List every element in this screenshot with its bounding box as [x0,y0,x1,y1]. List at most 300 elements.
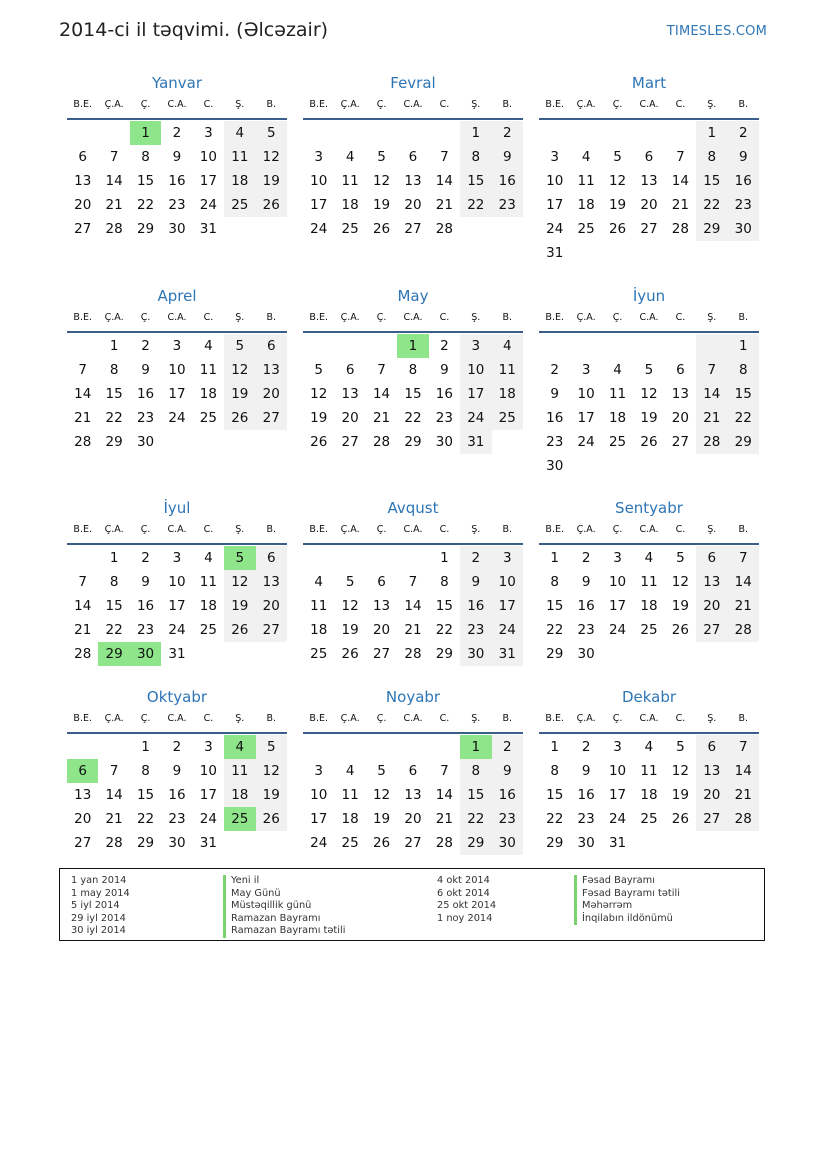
day-cell: 21 [105,197,123,213]
weekday-label: Ş. [471,99,481,110]
weekday-label: C.A. [639,312,659,323]
weekday-label: B.E. [545,99,564,110]
day-cell: 7 [109,763,119,779]
day-cell: 22 [546,811,564,827]
day-cell: 2 [492,735,523,759]
day-cell: 23 [577,811,595,827]
day-cell: 13 [341,386,359,402]
day-cell: 13 [256,570,287,594]
day-cell: 25 [199,622,217,638]
day-cell: 9 [172,763,182,779]
legend-holiday-date: 1 yan 2014 [71,875,127,886]
month-name: Noyabr [385,688,441,706]
holiday-day-cell: 4 [224,735,255,759]
day-cell: 8 [550,763,559,779]
day-cell: 10 [577,386,595,402]
day-cell: 28 [105,835,123,851]
day-cell: 26 [640,434,658,450]
weekday-label: B.E. [73,312,92,323]
day-cell: 12 [256,145,287,169]
day-cell: 9 [172,149,182,165]
day-cell: 25 [224,193,255,217]
day-cell: 14 [696,382,727,406]
weekday-label: Ş. [707,99,717,110]
day-cell: 27 [74,835,92,851]
day-cell: 18 [577,197,595,213]
day-cell: 19 [256,783,287,807]
day-cell: 23 [168,197,186,213]
weekday-label: Ç.A. [576,524,596,535]
empty-day-cell [334,546,365,570]
day-cell: 5 [256,735,287,759]
day-cell: 11 [199,362,217,378]
day-cell: 11 [224,759,255,783]
weekday-label: B.E. [73,524,92,535]
day-cell: 11 [341,787,359,803]
day-cell: 27 [341,434,359,450]
weekday-label: B. [738,312,749,323]
holiday-day-cell: 1 [460,735,491,759]
day-cell: 5 [377,149,386,165]
day-cell: 9 [492,759,523,783]
day-cell: 16 [168,787,186,803]
day-cell: 17 [168,598,186,614]
day-cell: 16 [728,169,759,193]
weekday-label: Ç.A. [340,524,360,535]
day-cell: 28 [728,807,759,831]
day-cell: 13 [404,173,422,189]
day-cell: 19 [372,811,391,827]
legend-holiday-date: 4 okt 2014 [437,875,490,886]
legend-holiday-name: Məhərrəm [574,900,680,913]
day-cell: 8 [696,145,727,169]
day-cell: 13 [256,358,287,382]
empty-day-cell [334,735,365,759]
day-cell: 5 [256,121,287,145]
empty-day-cell [602,121,633,145]
day-cell: 20 [696,594,727,618]
weekday-label: Ç. [140,524,151,535]
empty-day-cell [303,735,334,759]
weekday-label: Ç. [376,312,387,323]
day-cell: 15 [105,386,123,402]
day-cell: 22 [435,622,453,638]
day-cell: 14 [372,386,391,402]
day-cell: 29 [546,835,564,851]
day-grid [303,334,523,454]
day-cell: 27 [372,646,391,662]
day-cell: 17 [310,197,328,213]
day-cell: 19 [341,622,359,638]
day-cell: 10 [168,574,186,590]
day-cell: 27 [404,835,422,851]
day-cell: 26 [310,434,328,450]
day-cell: 8 [728,358,759,382]
day-cell: 20 [372,622,391,638]
day-cell: 31 [608,835,627,851]
day-cell: 16 [460,594,491,618]
month-name: Dekabr [621,688,677,706]
day-cell: 23 [435,410,453,426]
day-cell: 2 [492,121,523,145]
day-cell: 10 [608,574,627,590]
month-block [303,74,523,241]
day-cell: 15 [696,169,727,193]
day-cell: 18 [640,787,658,803]
day-cell: 4 [492,334,523,358]
legend-holiday-date: 30 iyl 2014 [71,925,126,937]
weekday-label: Ç.A. [340,312,360,323]
empty-day-cell [665,334,696,358]
weekday-label: C.A. [403,713,423,724]
weekday-header [539,521,759,545]
weekday-label: Ç. [140,99,151,110]
empty-day-cell [98,735,129,759]
weekday-label: B. [738,99,749,110]
day-cell: 28 [435,835,453,851]
day-cell: 15 [460,169,491,193]
day-cell: 14 [404,598,422,614]
day-cell: 18 [224,169,255,193]
day-grid [67,735,287,855]
day-cell: 3 [172,550,182,566]
weekday-label: B. [502,524,513,535]
day-cell: 14 [74,598,92,614]
day-cell: 12 [671,763,689,779]
weekday-label: Ş. [471,312,481,323]
weekday-label: C.A. [403,312,423,323]
day-cell: 2 [550,362,559,378]
weekday-label: Ç. [612,713,623,724]
day-cell: 10 [608,763,627,779]
day-cell: 22 [105,410,123,426]
weekday-header [539,96,759,120]
month-block [67,688,287,855]
day-cell: 23 [728,193,759,217]
day-cell: 1 [460,121,491,145]
day-cell: 6 [676,362,685,378]
day-cell: 29 [404,434,422,450]
day-cell: 30 [577,835,595,851]
day-cell: 25 [492,406,523,430]
weekday-label: Ş. [235,713,245,724]
day-cell: 12 [224,358,255,382]
day-cell: 22 [546,622,564,638]
weekday-header [303,96,523,120]
day-cell: 7 [408,574,418,590]
day-cell: 3 [172,338,182,354]
weekday-label: C.A. [167,312,187,323]
day-cell: 19 [256,169,287,193]
weekday-label: C. [439,713,450,724]
day-cell: 14 [105,787,123,803]
day-cell: 25 [577,221,595,237]
day-cell: 13 [74,173,92,189]
day-cell: 27 [74,221,92,237]
day-cell: 31 [492,642,523,666]
weekday-label: Ş. [707,713,717,724]
day-cell: 31 [168,646,186,662]
day-cell: 19 [671,598,689,614]
weekday-label: Ş. [235,312,245,323]
weekday-label: C.A. [639,713,659,724]
day-cell: 12 [671,574,689,590]
weekday-label: C. [675,99,686,110]
day-cell: 27 [256,618,287,642]
day-cell: 7 [676,149,685,165]
day-cell: 21 [435,197,453,213]
weekday-header [539,710,759,734]
day-cell: 11 [224,145,255,169]
month-name: İyun [632,287,666,305]
day-cell: 16 [492,783,523,807]
day-grid [303,121,523,241]
day-cell: 15 [435,598,453,614]
day-cell: 24 [310,221,328,237]
day-cell: 3 [492,546,523,570]
day-cell: 26 [341,646,359,662]
day-cell: 5 [377,763,386,779]
day-cell: 13 [671,386,689,402]
day-cell: 30 [435,434,453,450]
day-cell: 17 [199,173,217,189]
day-cell: 13 [696,570,727,594]
weekday-label: C. [439,312,450,323]
day-cell: 18 [341,811,359,827]
day-cell: 13 [404,787,422,803]
empty-day-cell [334,334,365,358]
month-block [303,287,523,454]
day-cell: 21 [74,410,92,426]
day-cell: 18 [492,382,523,406]
day-cell: 21 [372,410,391,426]
day-cell: 17 [310,811,328,827]
weekday-label: Ç. [612,524,623,535]
day-cell: 2 [141,550,150,566]
day-cell: 20 [640,197,658,213]
holiday-day-cell: 1 [130,121,161,145]
day-cell: 11 [310,598,328,614]
day-cell: 26 [256,807,287,831]
site-brand-link[interactable]: TIMESLES.COM [666,24,767,39]
day-cell: 20 [404,197,422,213]
day-cell: 2 [581,739,591,755]
day-cell: 26 [671,811,689,827]
day-cell: 23 [136,622,155,638]
legend-holiday-date: 25 okt 2014 [437,900,497,912]
holiday-day-cell: 25 [224,807,255,831]
day-cell: 27 [256,406,287,430]
day-cell: 19 [224,382,255,406]
day-cell: 12 [608,173,627,189]
day-cell: 24 [546,221,564,237]
weekday-label: Ç.A. [576,312,596,323]
legend-left-dates [71,875,130,938]
weekday-header [67,710,287,734]
weekday-label: C.A. [167,99,187,110]
day-cell: 3 [204,739,213,755]
day-cell: 24 [168,410,186,426]
day-cell: 20 [74,197,92,213]
month-block [67,287,287,454]
day-cell: 20 [74,811,92,827]
weekday-label: B.E. [545,524,564,535]
empty-day-cell [570,334,601,358]
day-cell: 12 [640,386,658,402]
day-cell: 3 [550,149,559,165]
weekday-header [303,710,523,734]
holiday-day-cell: 1 [397,334,428,358]
legend-holiday-name: Ramazan Bayramı tətili [223,925,345,938]
month-name: Yanvar [151,74,203,92]
day-cell: 9 [492,145,523,169]
day-cell: 12 [310,386,328,402]
day-cell: 16 [136,598,155,614]
day-cell: 18 [341,197,359,213]
legend-holiday-date: 5 iyl 2014 [71,900,120,912]
day-cell: 23 [546,434,564,450]
month-block [303,499,523,666]
day-cell: 16 [168,173,186,189]
weekday-label: C. [675,713,686,724]
day-cell: 27 [696,618,727,642]
day-cell: 24 [199,811,217,827]
day-cell: 23 [492,193,523,217]
legend-holiday-name: İnqilabın ildönümü [574,913,680,926]
day-cell: 2 [172,739,182,755]
day-cell: 28 [74,646,92,662]
holiday-day-cell: 6 [67,759,98,783]
weekday-header [67,96,287,120]
day-cell: 25 [608,434,627,450]
weekday-label: C.A. [167,713,187,724]
day-cell: 14 [728,759,759,783]
day-cell: 20 [256,382,287,406]
month-name: Avqust [387,499,439,517]
weekday-label: C. [203,312,214,323]
empty-day-cell [303,334,334,358]
day-cell: 29 [728,430,759,454]
weekday-label: Ç. [140,713,151,724]
day-cell: 18 [199,598,217,614]
holiday-day-cell: 5 [224,546,255,570]
day-cell: 16 [136,386,155,402]
day-cell: 18 [310,622,328,638]
empty-day-cell [539,121,570,145]
month-name: Fevral [390,74,436,92]
day-cell: 21 [404,622,422,638]
holiday-day-cell: 29 [98,642,129,666]
day-cell: 22 [460,807,491,831]
day-cell: 4 [204,338,213,354]
weekday-label: C. [675,524,686,535]
day-cell: 22 [460,193,491,217]
day-cell: 15 [136,173,155,189]
weekday-label: C.A. [639,524,659,535]
day-cell: 20 [404,811,422,827]
day-cell: 15 [546,598,564,614]
day-cell: 9 [581,763,591,779]
day-cell: 7 [78,574,87,590]
day-cell: 24 [577,434,595,450]
day-cell: 19 [372,197,391,213]
legend-holiday-date: 1 may 2014 [71,887,130,899]
weekday-label: B. [266,713,277,724]
day-cell: 18 [224,783,255,807]
day-cell: 25 [199,410,217,426]
weekday-label: B. [738,524,749,535]
day-cell: 17 [460,382,491,406]
empty-day-cell [98,121,129,145]
day-cell: 19 [671,787,689,803]
day-cell: 30 [577,646,595,662]
day-cell: 22 [105,622,123,638]
day-cell: 26 [256,193,287,217]
weekday-label: Ç. [376,713,387,724]
day-cell: 11 [199,574,217,590]
day-cell: 24 [310,835,328,851]
weekday-label: Ç. [376,524,387,535]
day-cell: 6 [256,334,287,358]
weekday-label: Ç.A. [340,713,360,724]
month-block [539,688,759,855]
day-cell: 3 [613,739,622,755]
day-cell: 4 [314,574,323,590]
day-grid [67,334,287,454]
day-cell: 9 [460,570,491,594]
day-cell: 3 [314,763,323,779]
day-cell: 11 [492,358,523,382]
day-cell: 4 [644,550,654,566]
day-cell: 27 [404,221,422,237]
empty-day-cell [633,334,664,358]
day-cell: 5 [224,334,255,358]
empty-day-cell [397,735,428,759]
day-cell: 25 [310,646,328,662]
day-cell: 28 [105,221,123,237]
day-cell: 22 [728,406,759,430]
empty-day-cell [429,121,460,145]
day-cell: 6 [78,149,87,165]
day-cell: 16 [577,598,595,614]
month-block [67,499,287,666]
weekday-label: B.E. [309,312,328,323]
day-cell: 1 [696,121,727,145]
day-cell: 2 [141,338,150,354]
day-cell: 1 [550,739,559,755]
day-cell: 20 [696,783,727,807]
weekday-label: Ş. [235,524,245,535]
day-cell: 27 [671,434,689,450]
day-cell: 14 [671,173,689,189]
weekday-label: C. [675,312,686,323]
day-cell: 16 [577,787,595,803]
legend-holiday-name: May Günü [223,888,345,901]
day-cell: 11 [577,173,595,189]
month-block [303,688,523,855]
day-cell: 20 [341,410,359,426]
day-cell: 9 [581,574,591,590]
weekday-label: C.A. [403,99,423,110]
day-cell: 17 [546,197,564,213]
legend-holiday-name: Fəsad Bayramı [574,875,680,888]
day-cell: 5 [676,550,685,566]
day-cell: 8 [141,763,150,779]
day-cell: 17 [577,410,595,426]
day-cell: 11 [640,574,658,590]
day-cell: 17 [199,787,217,803]
day-cell: 29 [105,434,123,450]
